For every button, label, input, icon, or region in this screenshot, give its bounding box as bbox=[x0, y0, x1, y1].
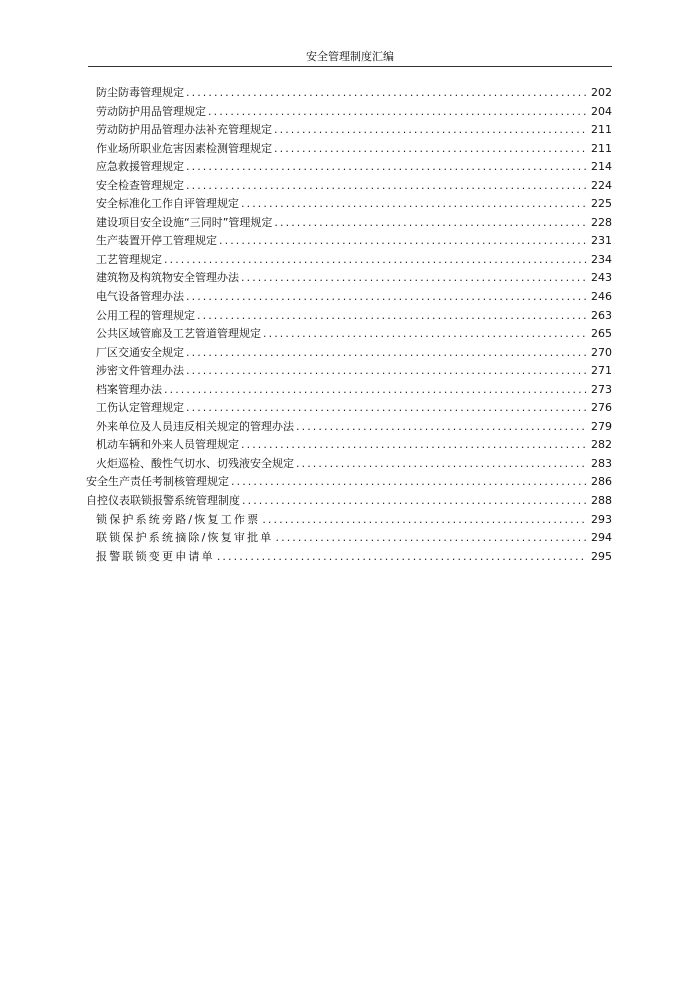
toc-entry-title: 防尘防毒管理规定 bbox=[96, 86, 184, 99]
toc-entry-title: 建筑物及构筑物安全管理办法 bbox=[96, 271, 239, 285]
toc-entry[interactable] bbox=[86, 232, 612, 251]
toc-dot-leader bbox=[296, 455, 587, 473]
toc-dot-leader bbox=[217, 548, 587, 566]
page-header-title: 安全管理制度汇编 bbox=[306, 50, 394, 63]
toc-entry-page-number: 286 bbox=[591, 475, 612, 489]
toc-entry[interactable] bbox=[86, 529, 612, 548]
toc-dot-leader bbox=[186, 84, 587, 102]
toc-entry-title: 应急救援管理规定 bbox=[96, 160, 184, 174]
toc-dot-leader bbox=[186, 158, 587, 176]
toc-entry[interactable] bbox=[86, 362, 612, 381]
toc-entry[interactable] bbox=[86, 455, 612, 474]
toc-entry[interactable] bbox=[86, 84, 612, 103]
toc-dot-leader bbox=[186, 399, 587, 417]
toc-entry[interactable] bbox=[86, 473, 612, 492]
toc-dot-leader bbox=[274, 121, 587, 139]
toc-entry-page-number: 283 bbox=[591, 456, 612, 470]
toc-entry-title: 外来单位及人员违反相关规定的管理办法 bbox=[96, 419, 294, 433]
toc-dot-leader bbox=[164, 251, 587, 269]
toc-entry-page-number: 202 bbox=[591, 86, 612, 99]
toc-dot-leader bbox=[241, 436, 587, 454]
toc-entry-title: 档案管理办法 bbox=[96, 382, 162, 396]
toc-entry-title: 劳动防护用品管理规定 bbox=[96, 104, 206, 118]
toc-dot-leader bbox=[186, 288, 587, 306]
toc-entry[interactable] bbox=[86, 140, 612, 159]
toc-entry[interactable] bbox=[86, 103, 612, 122]
toc-dot-leader bbox=[296, 418, 587, 436]
toc-entry-page-number: 225 bbox=[591, 197, 612, 211]
toc-entry[interactable] bbox=[86, 492, 612, 511]
toc-entry-title: 工艺管理规定 bbox=[96, 252, 162, 266]
toc-entry-page-number: 263 bbox=[591, 308, 612, 322]
toc-entry-page-number: 246 bbox=[591, 290, 612, 304]
toc-entry-page-number: 265 bbox=[591, 327, 612, 341]
toc-dot-leader bbox=[276, 529, 587, 547]
toc-entry-page-number: 211 bbox=[591, 141, 612, 155]
toc-entry[interactable] bbox=[86, 344, 612, 363]
toc-entry[interactable] bbox=[86, 158, 612, 177]
toc-entry-title: 生产装置开停工管理规定 bbox=[96, 234, 217, 248]
toc-dot-leader bbox=[186, 177, 587, 195]
toc-entry[interactable] bbox=[86, 548, 612, 567]
toc-dot-leader bbox=[231, 473, 587, 491]
toc-entry[interactable] bbox=[86, 418, 612, 437]
toc-entry-page-number: 270 bbox=[591, 345, 612, 359]
toc-entry-title: 安全标准化工作自评管理规定 bbox=[96, 197, 239, 211]
toc-entry[interactable] bbox=[86, 381, 612, 400]
toc-entry[interactable] bbox=[86, 288, 612, 307]
toc-entry-page-number: 243 bbox=[591, 271, 612, 285]
table-of-contents bbox=[86, 84, 612, 566]
toc-dot-leader bbox=[186, 344, 587, 362]
toc-entry-title: 建设项目安全设施“三同时”管理规定 bbox=[96, 215, 273, 229]
toc-entry-page-number: 279 bbox=[591, 419, 612, 433]
toc-entry-page-number: 293 bbox=[591, 512, 612, 526]
toc-entry-page-number: 295 bbox=[591, 549, 612, 563]
toc-dot-leader bbox=[208, 103, 587, 121]
toc-dot-leader bbox=[197, 307, 587, 325]
toc-entry-page-number: 214 bbox=[591, 160, 612, 174]
toc-entry-title: 公共区域管廊及工艺管道管理规定 bbox=[96, 327, 261, 341]
toc-dot-leader bbox=[241, 269, 587, 287]
toc-entry-page-number: 231 bbox=[591, 234, 612, 248]
toc-entry-page-number: 294 bbox=[591, 531, 612, 545]
toc-entry-title: 作业场所职业危害因素检测管理规定 bbox=[96, 141, 272, 155]
toc-entry-title: 锁保护系统旁路/恢复工作票 bbox=[96, 512, 261, 526]
toc-entry[interactable] bbox=[86, 511, 612, 530]
toc-entry[interactable] bbox=[86, 269, 612, 288]
toc-entry[interactable] bbox=[86, 436, 612, 455]
toc-dot-leader bbox=[274, 140, 587, 158]
toc-entry[interactable] bbox=[86, 195, 612, 214]
toc-dot-leader bbox=[263, 325, 587, 343]
toc-entry-page-number: 211 bbox=[591, 123, 612, 137]
toc-entry-title: 安全检查管理规定 bbox=[96, 178, 184, 192]
toc-entry-title: 机动车辆和外来人员管理规定 bbox=[96, 438, 239, 452]
toc-entry-page-number: 224 bbox=[591, 178, 612, 192]
toc-dot-leader bbox=[274, 214, 587, 232]
toc-entry[interactable] bbox=[86, 251, 612, 270]
toc-entry-page-number: 204 bbox=[591, 104, 612, 118]
toc-entry-title: 电气设备管理办法 bbox=[96, 290, 184, 304]
toc-entry[interactable] bbox=[86, 214, 612, 233]
toc-dot-leader bbox=[242, 492, 587, 510]
toc-entry[interactable] bbox=[86, 325, 612, 344]
toc-entry-page-number: 282 bbox=[591, 438, 612, 452]
toc-entry-page-number: 271 bbox=[591, 364, 612, 378]
toc-entry-title: 报警联锁变更申请单 bbox=[96, 549, 215, 563]
toc-entry-title: 自控仪表联锁报警系统管理制度 bbox=[86, 494, 240, 508]
toc-entry-title: 厂区交通安全规定 bbox=[96, 345, 184, 359]
toc-entry-title: 涉密文件管理办法 bbox=[96, 364, 184, 378]
toc-entry-title: 联锁保护系统摘除/恢复审批单 bbox=[96, 531, 274, 545]
toc-entry[interactable] bbox=[86, 307, 612, 326]
header-divider bbox=[88, 66, 612, 67]
toc-dot-leader bbox=[262, 511, 587, 529]
toc-entry-page-number: 288 bbox=[591, 494, 612, 508]
toc-dot-leader bbox=[241, 195, 587, 213]
toc-entry-page-number: 273 bbox=[591, 382, 612, 396]
toc-dot-leader bbox=[164, 381, 587, 399]
toc-entry-page-number: 234 bbox=[591, 252, 612, 266]
toc-entry-title: 火炬巡检、酸性气切水、切残液安全规定 bbox=[96, 456, 294, 470]
toc-entry-title: 公用工程的管理规定 bbox=[96, 308, 195, 322]
toc-entry-title: 安全生产责任考制核管理规定 bbox=[86, 475, 229, 489]
toc-entry[interactable] bbox=[86, 399, 612, 418]
toc-entry-page-number: 276 bbox=[591, 401, 612, 415]
toc-entry-page-number: 228 bbox=[591, 215, 612, 229]
toc-dot-leader bbox=[186, 362, 587, 380]
toc-entry-title: 劳动防护用品管理办法补充管理规定 bbox=[96, 123, 272, 137]
toc-entry-title: 工伤认定管理规定 bbox=[96, 401, 184, 415]
toc-dot-leader bbox=[219, 232, 587, 250]
toc-entry[interactable] bbox=[86, 177, 612, 196]
toc-entry[interactable] bbox=[86, 121, 612, 140]
